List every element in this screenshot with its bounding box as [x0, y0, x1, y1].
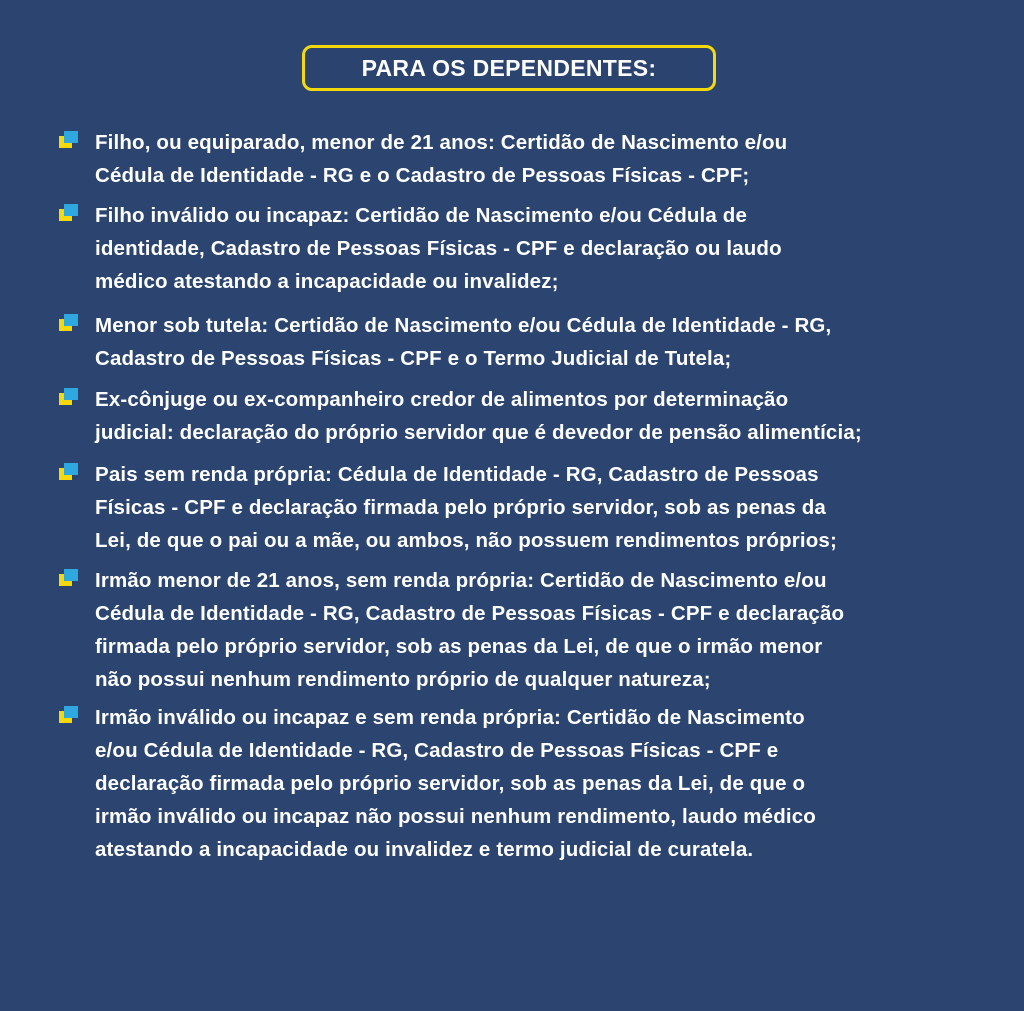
list-item-line: irmão inválido ou incapaz não possui nenhum rendimento, laudo médico — [95, 805, 816, 828]
list-item-line: Irmão inválido ou incapaz e sem renda própria: Certidão de Nascimento — [95, 706, 805, 729]
square-bullet-icon — [58, 313, 80, 333]
list-item-line: Cédula de Identidade - RG, Cadastro de Pessoas Físicas - CPF e declaração — [95, 602, 845, 625]
list-item-line: e/ou Cédula de Identidade - RG, Cadastro de Pessoas Físicas - CPF e — [95, 739, 779, 762]
list-item-line: Pais sem renda própria: Cédula de Identidade - RG, Cadastro de Pessoas — [95, 463, 819, 486]
list-item-line: Ex-cônjuge ou ex-companheiro credor de alimentos por determinação — [95, 388, 789, 411]
list-item-line: Lei, de que o pai ou a mãe, ou ambos, não possuem rendimentos próprios; — [95, 529, 837, 552]
list-item-line: Físicas - CPF e declaração firmada pelo próprio servidor, sob as penas da — [95, 496, 826, 519]
page-title: PARA OS DEPENDENTES: — [361, 54, 657, 81]
list-item-line: firmada pelo próprio servidor, sob as penas da Lei, de que o irmão menor — [95, 635, 823, 658]
list-item-line: Filho, ou equiparado, menor de 21 anos: Certidão de Nascimento e/ou — [95, 131, 788, 154]
list-item-line: Irmão menor de 21 anos, sem renda própria: Certidão de Nascimento e/ou — [95, 569, 827, 592]
title-box — [302, 45, 716, 91]
square-bullet-icon — [58, 462, 80, 482]
list-item-line: Filho inválido ou incapaz: Certidão de Nascimento e/ou Cédula de — [95, 204, 748, 227]
square-bullet-icon — [58, 705, 80, 725]
square-bullet-icon — [58, 568, 80, 588]
list-item-line: Cédula de Identidade - RG e o Cadastro de Pessoas Físicas - CPF; — [95, 164, 750, 187]
list-item-line: não possui nenhum rendimento próprio de qualquer natureza; — [95, 668, 711, 691]
list-item-text — [95, 383, 965, 449]
list-item-line: judicial: declaração do próprio servidor que é devedor de pensão alimentícia; — [95, 421, 862, 444]
list-item-line: Cadastro de Pessoas Físicas - CPF e o Termo Judicial de Tutela; — [95, 347, 732, 370]
list-item-text — [95, 458, 965, 557]
list-item-line: identidade, Cadastro de Pessoas Físicas - CPF e declaração ou laudo — [95, 237, 782, 260]
list-item-line: Menor sob tutela: Certidão de Nascimento e/ou Cédula de Identidade - RG, — [95, 314, 832, 337]
square-bullet-icon — [58, 130, 80, 150]
square-bullet-icon — [58, 387, 80, 407]
list-item-line: atestando a incapacidade ou invalidez e termo judicial de curatela. — [95, 838, 754, 861]
list-item-text — [95, 309, 965, 375]
list-item-line: declaração firmada pelo próprio servidor, sob as penas da Lei, de que o — [95, 772, 806, 795]
list-item-text — [95, 126, 965, 192]
list-item-line: médico atestando a incapacidade ou invalidez; — [95, 270, 559, 293]
list-item-text — [95, 701, 965, 866]
list-item-text — [95, 564, 965, 696]
list-item-text — [95, 199, 965, 298]
square-bullet-icon — [58, 203, 80, 223]
